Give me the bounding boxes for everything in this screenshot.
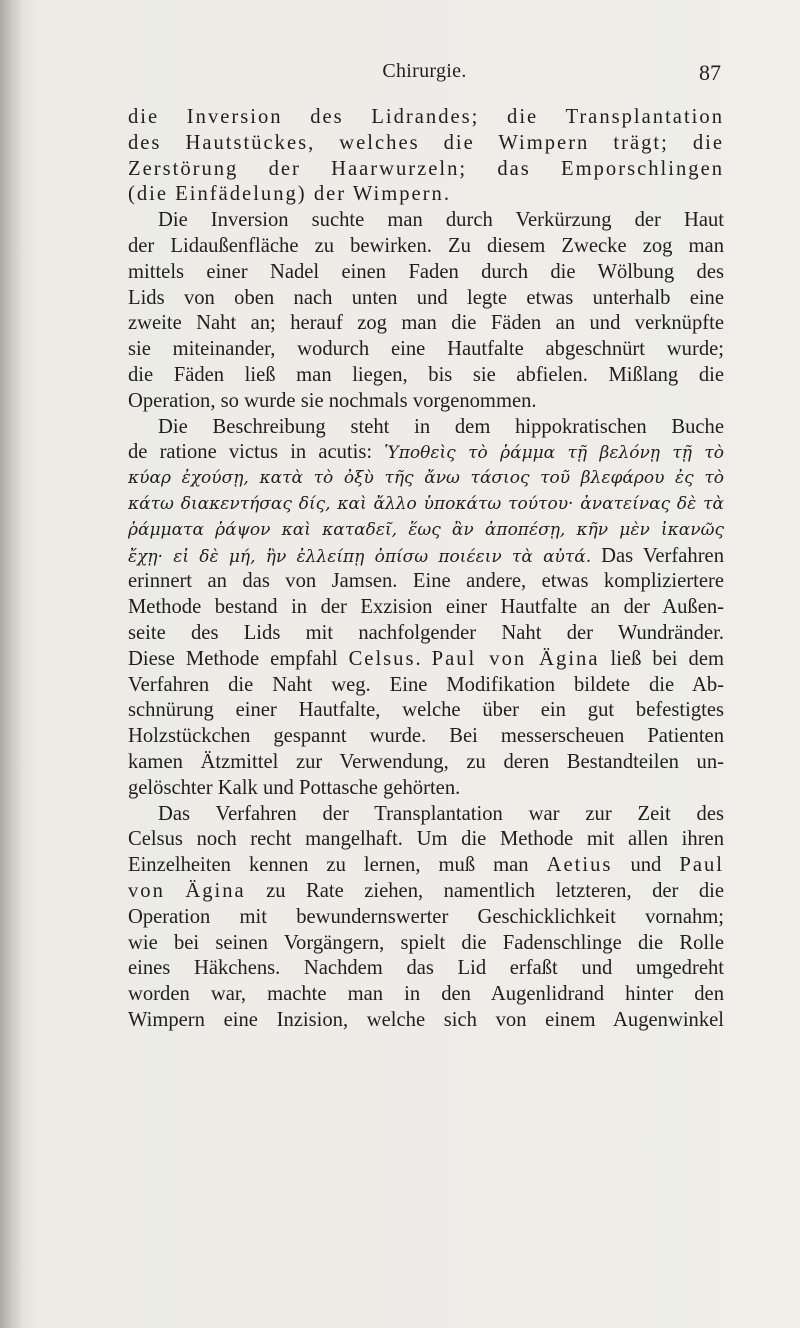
text-line: Die Inversion suchte man durch Verkürzung der Haut xyxy=(158,209,724,232)
author-name: Ägina xyxy=(185,879,246,902)
text-line: erinnert an das von Jamsen. Eine andere, etwas kompliziertere xyxy=(128,570,724,593)
text-line: Operation mit bewundernswerter Geschicklichkeit vornahm; xyxy=(128,905,724,928)
text-line xyxy=(128,544,724,570)
text-fragment: Einzelheiten kennen zu lernen, muß man xyxy=(128,854,529,877)
greek-line: κύαρ ἐχούσῃ, κατὰ τὸ ὀξὺ τῆς ἄνω τάσιος τοῦ βλεφάρου ἐς τὸ xyxy=(128,468,724,489)
author-name: von xyxy=(128,879,165,902)
text-line: kamen Ätzmittel zur Verwendung, zu deren Bestandteilen un- xyxy=(128,750,724,773)
text-line: Die Beschreibung steht in dem hippokratischen Buche xyxy=(158,415,724,438)
greek-quote: ἔχῃ· εἰ δὲ μή, ἢν ἐλλείπῃ ὀπίσω ποιέειν τὰ αὐτά. xyxy=(128,546,592,567)
text-line: Operation, so wurde sie nochmals vorgenommen. xyxy=(128,389,537,412)
text-line: Celsus noch recht mangelhaft. Um die Methode mit allen ihren xyxy=(128,828,724,851)
text-line: sie miteinander, wodurch eine Hautfalte abgeschnürt wurde; xyxy=(128,338,724,361)
text-line xyxy=(128,440,724,466)
text-fragment: Diese Methode empfahl xyxy=(128,647,338,670)
text-line: schnürung einer Hautfalte, welche über ein gut befestigtes xyxy=(128,699,724,722)
text-line: Lids von oben nach unten und legte etwas unterhalb eine xyxy=(128,286,724,309)
text-line: Zerstörung der Haarwurzeln; das Emporschlingen xyxy=(128,157,724,180)
text-line: wie bei seinen Vorgängern, spielt die Fadenschlinge die Rolle xyxy=(128,931,724,954)
text-fragment: Das Verfahren xyxy=(601,544,724,567)
text-line: des Hautstückes, welches die Wimpern trägt; die xyxy=(128,131,724,154)
greek-line: κάτω διακεντήσας δίς, καὶ ἄλλο ὑποκάτω τούτου· ἀνατείνας δὲ τὰ xyxy=(128,493,724,514)
author-name: Aetius xyxy=(546,854,613,877)
text-line: Wimpern eine Inzision, welche sich von einem Augenwinkel xyxy=(128,1008,724,1031)
text-fragment: de ratione victus in acutis: xyxy=(128,441,373,464)
text-line: zweite Naht an; herauf zog man die Fäden an und verknüpfte xyxy=(128,312,724,335)
text-line: Das Verfahren der Transplantation war zur Zeit des xyxy=(158,802,724,825)
text-line: Holzstückchen gespannt wurde. Bei messerscheuen Patienten xyxy=(128,725,724,748)
text-line: die Fäden ließ man liegen, bis sie abfielen. Mißlang die xyxy=(128,363,724,386)
text-line: Diese Methode empfahl Celsus. Paul von Ägina ließ bei dem xyxy=(128,647,724,670)
running-title: Chirurgie. xyxy=(382,60,467,82)
author-name: Paul xyxy=(679,854,724,877)
text-line: Verfahren die Naht weg. Eine Modifikation bildete die Ab- xyxy=(128,673,724,696)
text-line: Methode bestand in der Exzision einer Hautfalte an der Außen- xyxy=(128,596,724,619)
greek-quote: Ὑποθεὶς τὸ ῥάμμα τῇ βελόνῃ τῇ τὸ xyxy=(384,443,724,464)
author-name: Celsus xyxy=(348,647,416,670)
text-line: gelöschter Kalk und Pottasche gehörten. xyxy=(128,776,461,799)
text-line: worden war, machte man in den Augenlidrand hinter den xyxy=(128,983,724,1006)
text-line xyxy=(128,853,724,879)
body-text xyxy=(128,105,724,1034)
text-line: mittels einer Nadel einen Faden durch die Wölbung des xyxy=(128,260,724,283)
text-line: der Lidaußenfläche zu bewirken. Zu diesem Zwecke zog man xyxy=(128,234,724,257)
text-line: die Inversion des Lidrandes; die Transplantation xyxy=(128,106,724,128)
text-line: eines Häkchens. Nachdem das Lid erfaßt und umgedreht xyxy=(128,957,724,980)
text-fragment: zu Rate ziehen, namentlich letzteren, der die xyxy=(266,879,724,902)
page-number: 87 xyxy=(699,60,721,85)
text-line xyxy=(128,879,724,905)
text-fragment: und xyxy=(630,854,662,877)
text-fragment: ließ bei dem xyxy=(610,647,724,670)
greek-line: ῥάμματα ῥάψον καὶ καταδεῖ, ἕως ἂν ἀποπέσῃ, κῆν μὲν ἱκανῶς xyxy=(128,519,724,540)
author-name: Paul von Ägina xyxy=(431,647,600,670)
text-line: (die Einfädelung) der Wimpern. xyxy=(128,183,451,206)
page-header xyxy=(128,60,721,86)
text-line: seite des Lids mit nachfolgender Naht der Wundränder. xyxy=(128,621,724,644)
book-spine-shadow xyxy=(0,0,22,1328)
